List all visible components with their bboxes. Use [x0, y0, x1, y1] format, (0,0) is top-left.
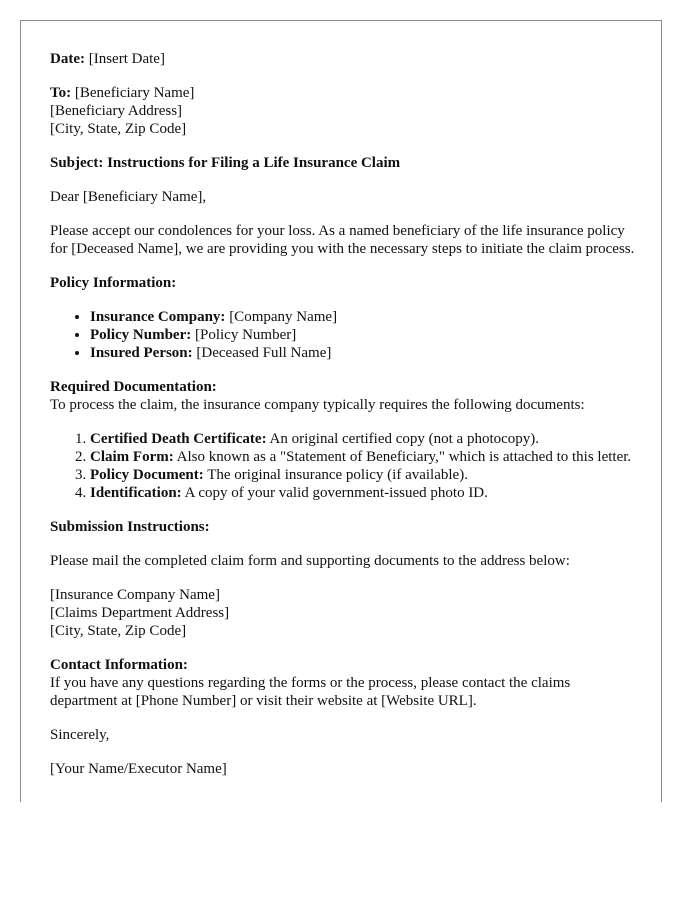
policy-list	[50, 308, 635, 362]
docs-item-value: An original certified copy (not a photocopy).	[269, 431, 540, 447]
subject-line	[50, 154, 635, 172]
policy-heading	[50, 274, 635, 292]
mailing-address: [Claims Department Address]	[50, 605, 230, 621]
docs-heading-text: Required Documentation:	[50, 379, 217, 395]
policy-heading-text: Policy Information:	[50, 275, 177, 291]
salutation: Dear [Beneficiary Name],	[50, 189, 207, 205]
contact-text: If you have any questions regarding the forms or the process, please contact the claims department at [Phone Number] or visit their website at [Website URL].	[50, 675, 571, 709]
policy-item-value: [Company Name]	[229, 309, 338, 325]
submission-text: Please mail the completed claim form and supporting documents to the address below:	[50, 553, 570, 569]
docs-item-value: The original insurance policy (if available).	[207, 467, 468, 483]
docs-item-label: Claim Form:	[90, 449, 174, 465]
policy-item	[90, 326, 635, 344]
docs-item	[90, 466, 635, 484]
mailing-address-block	[50, 586, 635, 640]
recipient-address: [Beneficiary Address]	[50, 103, 183, 119]
recipient-name: [Beneficiary Name]	[74, 85, 195, 101]
docs-item-value: A copy of your valid government-issued photo ID.	[184, 485, 488, 501]
recipient-city: [City, State, Zip Code]	[50, 121, 187, 137]
letter-page	[20, 20, 662, 802]
mailing-company: [Insurance Company Name]	[50, 587, 220, 603]
to-label: To:	[50, 85, 72, 101]
mailing-city: [City, State, Zip Code]	[50, 623, 187, 639]
subject-text: Subject: Instructions for Filing a Life Insurance Claim	[50, 155, 401, 171]
contact-heading	[50, 656, 635, 674]
docs-item	[90, 430, 635, 448]
docs-item-label: Certified Death Certificate:	[90, 431, 267, 447]
submission-heading	[50, 518, 635, 536]
policy-item-value: [Policy Number]	[194, 327, 297, 343]
date-line	[50, 50, 635, 68]
policy-item	[90, 344, 635, 362]
docs-item-value: Also known as a "Statement of Beneficiary," which is attached to this letter.	[176, 449, 632, 465]
docs-item-label: Identification:	[90, 485, 182, 501]
submission-heading-text: Submission Instructions:	[50, 519, 210, 535]
intro-paragraph: Please accept our condolences for your loss. As a named beneficiary of the life insurance policy for [Deceased Name], we are providing you with the necessary steps to initiate the claim process.	[50, 223, 635, 257]
recipient-block	[50, 84, 635, 138]
docs-item-label: Policy Document:	[90, 467, 204, 483]
letter-body	[50, 50, 635, 794]
policy-item	[90, 308, 635, 326]
policy-item-value: [Deceased Full Name]	[196, 345, 332, 361]
docs-heading	[50, 378, 635, 396]
date-label: Date:	[50, 51, 85, 67]
docs-item	[90, 448, 635, 466]
docs-list	[50, 430, 635, 502]
docs-intro: To process the claim, the insurance company typically requires the following documents:	[50, 397, 585, 413]
policy-item-label: Insurance Company:	[90, 309, 226, 325]
policy-item-label: Insured Person:	[90, 345, 193, 361]
contact-heading-text: Contact Information:	[50, 657, 188, 673]
docs-item	[90, 484, 635, 502]
signature: [Your Name/Executor Name]	[50, 761, 227, 777]
policy-item-label: Policy Number:	[90, 327, 192, 343]
closing: Sincerely,	[50, 727, 110, 743]
date-value: [Insert Date]	[88, 51, 165, 67]
